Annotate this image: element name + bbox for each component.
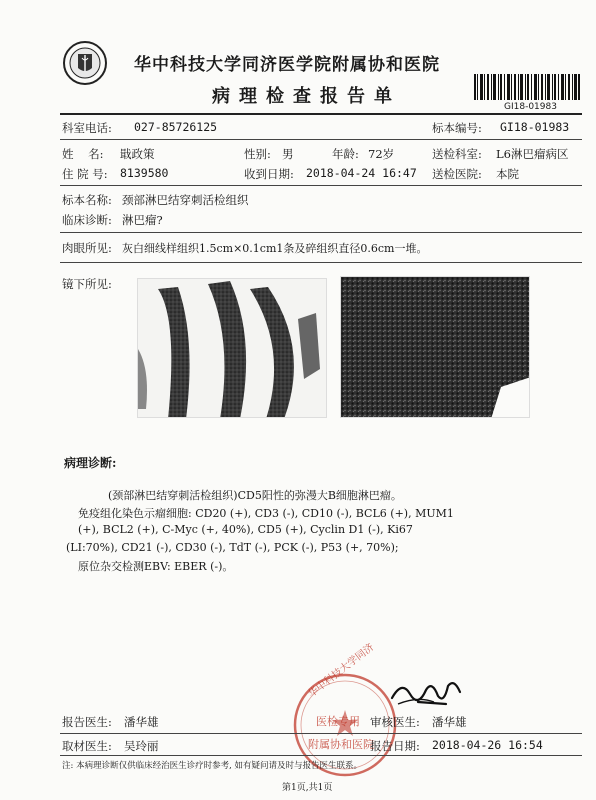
sampler-label: 取材医生:: [62, 739, 112, 753]
reviewer-value: 潘华雄: [432, 715, 467, 729]
diagnosis-label: 病理诊断:: [64, 456, 117, 470]
hospno-value: 8139580: [120, 166, 169, 180]
patient-rule: [60, 185, 582, 186]
diagnosis-line-2: 免疫组化染色示瘤细胞: CD20 (+), CD3 (-), CD10 (-), BCL6 (+), MUM1: [78, 507, 454, 520]
patient-name-label: 姓 名:: [62, 147, 104, 161]
received-value: 2018-04-24 16:47: [306, 166, 417, 180]
report-date-label: 报告日期:: [370, 739, 420, 753]
reviewer-label: 审核医生:: [370, 715, 420, 729]
barcode-text: GI18-01983: [504, 102, 557, 112]
patient-sex: 男: [282, 147, 294, 161]
patient-age-label: 年龄:: [332, 147, 359, 161]
gross-rule: [60, 262, 582, 263]
received-label: 收到日期:: [244, 167, 294, 181]
disclaimer-note: 注: 本病理诊断仅供临床经治医生诊疗时参考, 如有疑问请及时与报告医生联系。: [62, 761, 362, 771]
specimen-no: GI18-01983: [500, 120, 570, 134]
diagnosis-line-3: (+), BCL2 (+), C-Myc (+, 40%), CD5 (+), Cyclin D1 (-), Ki67: [78, 523, 413, 536]
stamp-line-1: 医检专用: [316, 715, 360, 728]
clinical-dx-label: 临床诊断:: [62, 213, 112, 227]
specimen-no-label: 标本编号:: [432, 121, 482, 135]
hospital-logo: [62, 40, 108, 86]
diagnosis-line-5: 原位杂交检测EBV: EBER (-)。: [78, 560, 234, 573]
dept-label: 送检科室:: [432, 147, 482, 161]
patient-age: 72岁: [368, 147, 395, 161]
reporter-label: 报告医生:: [62, 715, 112, 729]
stamp-top-text: 华中科技大学同济: [306, 641, 377, 700]
clinical-dx: 淋巴瘤?: [122, 213, 163, 227]
signature: [388, 674, 468, 710]
barcode: [474, 74, 580, 100]
dept-phone: 027-85726125: [134, 120, 218, 134]
page-indicator: 第1页,共1页: [282, 783, 333, 793]
micro-image-high-power: [340, 276, 530, 418]
micro-image-low-power: [137, 278, 327, 418]
sending-hospital-value: 本院: [496, 167, 519, 181]
footer-rule-2: [60, 755, 582, 756]
footer-rule-1: [60, 733, 582, 734]
report-date-value: 2018-04-26 16:54: [432, 738, 543, 752]
gross-text: 灰白细线样组织1.5cm×0.1cm1条及碎组织直径0.6cm一堆。: [122, 242, 428, 255]
patient-name: 戢政策: [120, 147, 155, 161]
stamp-line-2: 附属协和医院: [308, 738, 374, 751]
patient-sex-label: 性别:: [244, 147, 271, 161]
specimen-name: 颈部淋巴结穿刺活检组织: [122, 193, 249, 207]
diagnosis-line-1: (颈部淋巴结穿刺活检组织)CD5阳性的弥漫大B细胞淋巴瘤。: [108, 489, 402, 502]
report-title: 病理检查报告单: [212, 86, 401, 107]
reporter-value: 潘华雄: [124, 715, 159, 729]
dept-phone-label: 科室电话:: [62, 121, 112, 135]
specimen-name-label: 标本名称:: [62, 193, 112, 207]
sampler-value: 吴玲丽: [124, 739, 159, 753]
dept-value: L6淋巴瘤病区: [496, 147, 569, 161]
specimen-rule: [60, 232, 582, 233]
header-rule: [60, 113, 582, 115]
gross-label: 肉眼所见:: [62, 241, 112, 255]
hospital-name: 华中科技大学同济医学院附属协和医院: [134, 55, 440, 75]
diagnosis-line-4: (LI:70%), CD21 (-), CD30 (-), TdT (-), PCK (-), P53 (+, 70%);: [66, 541, 399, 554]
sending-hospital-label: 送检医院:: [432, 167, 482, 181]
micro-label: 镜下所见:: [62, 277, 112, 291]
meta-rule: [60, 139, 582, 140]
hospno-label: 住 院 号:: [62, 167, 108, 181]
